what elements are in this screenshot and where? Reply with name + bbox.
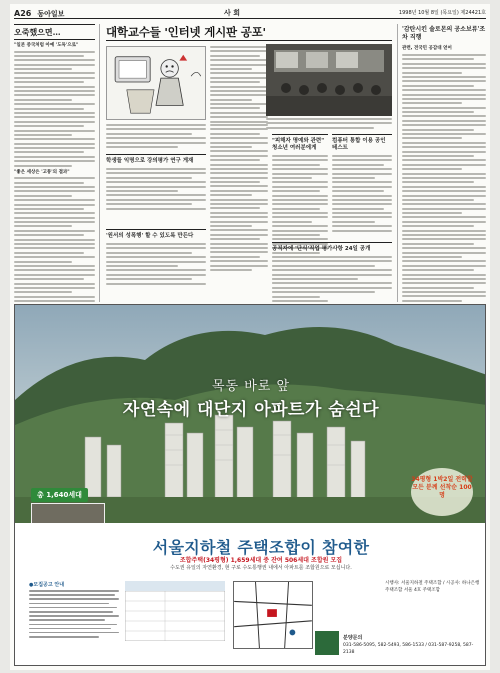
promo-badge: 34평형 1박2일 전력할 모든 분께 선착순 100명 [411,468,473,516]
column-subhead-2: "좋은 세상은 '고통'의 결과" [14,169,70,175]
right-column-subhead: 관련, 전국민 공감대 얻어 [402,46,452,51]
sub-article-1 [106,154,206,212]
sub-article-5-title: 공직자에 '단식'직업 평가사항 24일 공개 [272,246,371,252]
sub-article-4-title: 컴퓨터 통합 이용 공인 테스트 [332,138,386,151]
ad-info-heading: ●모집공고 안내 [29,582,65,588]
masthead [14,7,486,19]
location-map [233,581,313,649]
sub-article-2-title: '원서의 성폭행' 할 수 있도록 만든다 [106,233,194,239]
sub-article-5 [272,242,392,296]
main-article [106,24,392,302]
sub-article-3-title: "피해자 명예와 관련" 청소년 여러분에게 [272,138,325,151]
total-units-badge: 총 1,640세대 [31,488,88,502]
right-column-body [402,54,486,328]
developer-info: 시행사: 서울지하철 주택조합 / 시공사: 하나은행 주택조합 서울 4호 주택조합 [385,581,480,593]
main-body-col-1 [210,46,268,125]
issue-date: 1998년 10월 8일 (목요일) 제24421호 [398,10,486,16]
ad-lower-panel [15,523,486,666]
column-body-1 [14,51,95,167]
cartoon-illustration [106,46,206,120]
classroom-photo [266,44,392,116]
ad-description: 수도권 유일의 자연환경, 현 구로 수도통행권 내에서 아파트를 조합원으로 모십니다. [170,565,352,571]
apartment-advertisement [14,304,486,666]
column-body-2 [14,177,95,306]
paper-name: 동아일보 [37,9,65,18]
newspaper-page [10,4,490,670]
contact-info [343,635,483,656]
left-column [14,24,100,302]
union-logo [315,631,339,655]
sub-article-4 [332,134,392,234]
contact-phones: 031-586-5095, 582-5493, 586-1533 / 031-587-9258, 587-2138 [343,643,474,655]
column-title: 오죽했으면… [14,24,95,40]
contact-label: 분양문의 [343,635,363,641]
section-name: 사 회 [224,9,240,17]
ad-main-title: 서울지하철 주택조합이 참여한 [152,538,370,557]
ad-price-table [125,581,225,641]
right-column [397,24,486,302]
right-column-title: '감탄시킨 솔로몬의 공소보류'조차 직행 [402,26,486,41]
main-headline: 대학교수들 '인터넷 게시판 공포' [106,25,266,39]
photo-caption [266,118,392,131]
ad-tagline-top: 목동 바로 앞 [211,379,291,394]
page-number: A26 [14,9,32,18]
column-subhead-1: "일본 중국처럼 아예 '도둑'으로" [14,43,79,48]
sub-article-1-title: 학생들 익명으로 강의평가 연구 게재 [106,158,194,164]
sub-article-2 [106,229,206,287]
main-body-col-3 [210,124,268,273]
ad-tagline-main: 자연속에 대단지 아파트가 숨쉰다 [122,400,380,420]
ad-main-subtitle: 조합주택(34평형) 1,659세대 중 잔여 506세대 조합원 모집 [179,557,343,564]
main-body-col-2 [106,124,206,150]
